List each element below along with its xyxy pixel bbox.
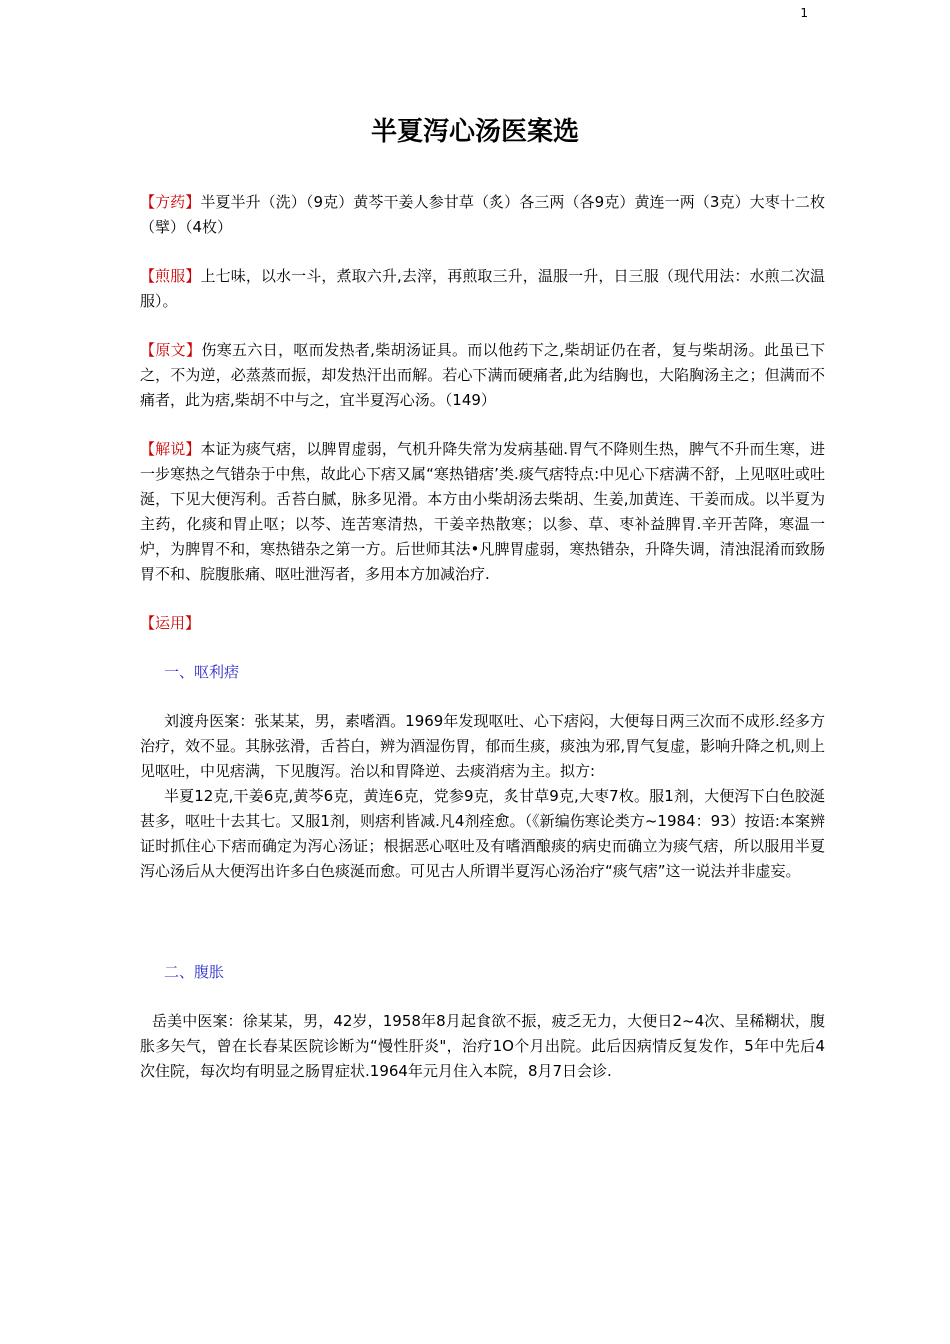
section-text-jieshuo: 本证为痰气痞，以脾胃虚弱，气机升降失常为发病基础.胃气不降则生热，脾气不升而生寒，进一步寒热之气错杂于中焦，故此心下痞又属“寒热错痞’类.痰气痞特点:中见心下痞满不舒，上见呕吐或吐涎，下见大便泻利。舌苔白腻，脉多见滑。本方由小柴胡汤去柴胡、生姜,加黄连、干姜而成。以半夏为主药，化痰和胃止呕；以芩、连苦寒清热，干姜辛热散寒；以参、草、枣补益脾胃.辛开苦降，寒温一炉，为脾胃不和，寒热错杂之第一方。后世师其法•凡脾胃虚弱，寒热错杂，升降失调，清浊混淆而致肠胃不和、脘腹胀痛、呕吐泄泻者，多用本方加减治疗. [140,440,825,583]
section-jieshuo [140,437,825,587]
section-text-yuanwen: 伤寒五六日，呕而发热者,柴胡汤证具。而以他药下之,柴胡证仍在者，复与柴胡汤。此虽已下之，不为逆，必蒸蒸而振，却发热汗出而解。若心下满而硬痛者,此为结胸也，大陷胸汤主之；但满而不痛者，此为痞,柴胡不中与之，宜半夏泻心汤。（149） [140,341,825,409]
document-body [140,190,825,1084]
page-number: 1 [800,6,808,20]
case-2-paragraph-1: 岳美中医案：徐某某，男，42岁，1958年8月起食欲不振，疲乏无力，大便日2~4次、呈稀糊状，腹胀多矢气，曾在长春某医院诊断为“慢性肝炎"，治疗1O个月出院。此后因病情反复发作，5年中先后4次住院，每次均有明显之肠胃症状.1964年元月住入本院，8月7日会诊. [140,1012,825,1080]
section-label-yuanwen: 【原文】 [140,341,202,359]
section-text-fangyao: 半夏半升（洗）（9克）黄芩干姜人参甘草（炙）各三两（各9克）黄连一两（3克）大枣十二枚（擘）（4枚） [140,193,825,236]
section-label-yunyong: 【运用】 [140,614,201,632]
document-title: 半夏泻心汤医案选 [370,117,579,147]
case-1-paragraph-2: 半夏12克,干姜6克,黄芩6克，黄连6克，党参9克，炙甘草9克,大枣7枚。服1剂，大便泻下白色胶涎甚多，呕吐十去其七。又服1剂，则痞利皆减.凡4剂痊愈。（《新编伤寒论类方~1984：93）按语:本案辨证时抓住心下痞而确定为泻心汤证；根据恶心呕吐及有嗜酒酿痰的病史而确立为痰气痞，所以服用半夏泻心汤后从大便泻出许多白色痰涎而愈。可见古人所谓半夏泻心汤治疗“痰气痞”这一说法并非虚妄。 [140,787,825,880]
section-text-jianfu: 上七味，以水一斗，煮取六升,去滓，再煎取三升，温服一升，日三服（现代用法：水煎二次温服）。 [140,267,825,310]
section-label-jianfu: 【煎服】 [140,267,201,285]
case-1-paragraph-1: 刘渡舟医案：张某某，男，素嗜酒。1969年发现呕吐、心下痞闷，大便每日两三次而不成形.经多方治疗，效不显。其脉弦滑，舌苔白，辨为酒湿伤胃，郁而生痰，痰浊为邪,胃气复虚，影响升降之机,则上见呕吐，中见痞满，下见腹泻。治以和胃降逆、去痰消痞为主。拟方: [140,712,825,780]
section-fangyao [140,190,825,240]
case-heading-2: 二、腹胀 [164,963,225,981]
section-yunyong [140,611,825,636]
case-heading-1: 一、呕利痞 [164,663,240,681]
section-label-jieshuo: 【解说】 [140,440,201,458]
section-label-fangyao: 【方药】 [140,193,201,211]
section-yuanwen [140,338,825,413]
section-jianfu [140,264,825,314]
